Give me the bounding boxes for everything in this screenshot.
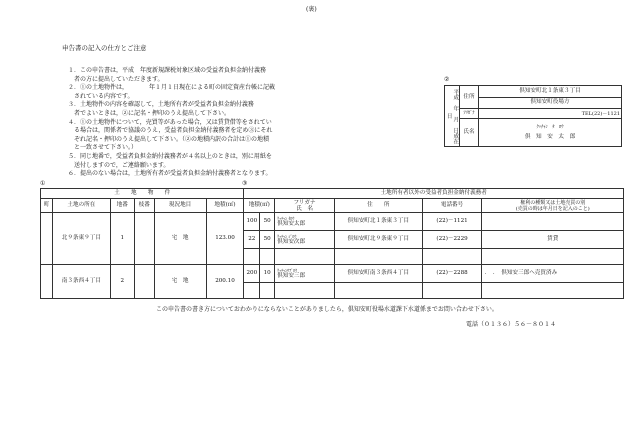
page-marker: (裏): [306, 6, 317, 13]
address-label: 住所: [460, 86, 479, 109]
split-area-whole: [244, 283, 260, 299]
taxpayer-address: 倶知安町南３条西４丁目: [334, 265, 422, 283]
taxpayer-furigana: ｸｯﾁｬﾝ ｼﾞﾛｳ: [277, 233, 297, 239]
notes-list: [68, 67, 353, 179]
col-area: 地積(㎡): [206, 199, 244, 213]
land-area: 200.10: [206, 265, 244, 299]
land-branch: [134, 265, 154, 299]
land-header: 土 地 物 件: [41, 189, 244, 199]
split-area-decimal: 10: [260, 265, 275, 283]
col-phone: 電話番号: [422, 199, 482, 213]
footer-phone: 電話（０１３６）５６－８０１４: [466, 321, 557, 328]
split-area-decimal: 50: [260, 213, 275, 231]
taxpayer-phone: [422, 283, 482, 299]
land-lot: 2: [110, 265, 134, 299]
taxpayer-right: 賃貸: [482, 231, 624, 249]
col-location: 土地の所在: [52, 199, 110, 213]
note-item: ３．土地物件の内容を確認して，土地所有者が受益者負担金納付義務 者でよいときは，②に記名・押印のうえ提出して下さい。: [68, 101, 254, 117]
owner-section-marker: ②: [444, 76, 450, 83]
footer-message: この申告書の書き方についておわかりにならないことがありましたら，倶知安町役場水道課下水道係までお問い合わせ下さい。: [156, 306, 498, 313]
taxpayer-furigana: ｸｯﾁｬﾝｻﾌﾞﾛｳ: [277, 267, 298, 273]
owner-declaration-table: [444, 85, 622, 147]
owner-furigana: ｸｯﾁｬﾝ ﾀ ﾛｳ: [536, 125, 564, 131]
split-area-decimal: 50: [260, 231, 275, 249]
note-item: ２．①の土地物件は， 年１月１日現在による町の固定資産台帳に記載 されている内容です。: [68, 84, 276, 100]
land-section-marker: ①: [40, 180, 46, 187]
note-item: ５．同じ地番で，受益者負担金納付義務者が４名以上のときは，別に用紙を 送付しますので，ご連絡願います。: [68, 152, 272, 169]
owner-address: 倶知安町北１条東３丁目: [479, 86, 622, 98]
col-branch: 枝番: [134, 199, 154, 213]
notes-title: 申告書の記入の仕方とご注意: [62, 44, 147, 52]
taxpayer-address: 倶知安町北９条東９丁目: [334, 231, 422, 249]
split-area-whole: 22: [244, 231, 260, 249]
owner-name: 倶 知 安 太 郎: [524, 133, 576, 140]
owner-company: 倶知安町役場方: [479, 97, 622, 109]
taxpayer-name: 倶知安次郎: [277, 238, 306, 245]
taxpayer-right: [482, 283, 624, 299]
taxpayer-phone: (22)－2229: [422, 231, 482, 249]
col-right-type: 権利の種類又は土地売買の別 (売買の時は年月日を記入のこと): [482, 199, 624, 213]
land-category: 宅 地: [154, 265, 206, 299]
col-lot: 地番: [110, 199, 134, 213]
split-area-decimal: [260, 283, 275, 299]
land-area: 123.00: [206, 213, 244, 265]
taxpayer-phone: (22)－2288: [422, 265, 482, 283]
taxpayer-phone: (22)－1121: [422, 213, 482, 231]
col-address: 住 所: [334, 199, 422, 213]
taxpayer-address: 倶知安町北１条東３丁目: [334, 213, 422, 231]
taxpayer-right: ． ． 倶知安三郎へ売買済み: [482, 265, 624, 283]
col-category: 現況地目: [154, 199, 206, 213]
taxpayer-right: [482, 213, 624, 231]
taxpayer-name: 倶知安太郎: [277, 220, 306, 227]
taxpayer-name: 倶知安三郎: [277, 272, 306, 279]
land-branch: [134, 213, 154, 265]
note-item: ４．①の土地物件について，売買等があった場合，又は賃貸借等をされてい る場合は，関係者で協議のうえ，受益者負担金納付義務者を定め③にそれ ぞれ記名・押印のうえ提出して下さい。（②の地積内訳の合計は①の地積 と一致させて下さい。）: [68, 118, 273, 152]
furigana-label: ﾌﾘｶﾞﾅ: [460, 109, 479, 119]
owner-tel: TEL(22)－1121: [479, 109, 622, 119]
taxpayer-name: [275, 283, 335, 299]
taxpayer-header: 土地所有者以外の受益者負担金納付義務者: [244, 189, 624, 199]
note-item: １．この申告書は，平成 年度新規課税対象区域の受益者負担金納付義務 者の方に提出していただきます。: [68, 67, 267, 83]
taxpayer-address: [334, 283, 422, 299]
taxpayer-furigana: ｸｯﾁｬﾝ ﾀﾛｳ: [277, 215, 295, 221]
land-location: 北９条東９丁目: [52, 213, 110, 265]
land-category: 宅 地: [154, 213, 206, 265]
split-area-whole: 200: [244, 265, 260, 283]
owner-date-label: 平成 年 月 日成在 日: [445, 88, 459, 149]
name-label: 氏名: [460, 119, 479, 147]
land-lot: 1: [110, 213, 134, 265]
taxpayer-section-marker: ③: [242, 180, 248, 187]
note-item: ６．提出のない場合は，土地所有者が受益者負担金納付義務者となります。: [68, 170, 272, 178]
split-area-whole: 100: [244, 213, 260, 231]
col-furigana-name: フリガナ 氏 名: [275, 199, 335, 213]
col-area-split: 地積(㎡): [244, 199, 275, 213]
land-location: 南３条西４丁目: [52, 265, 110, 299]
land-taxpayer-table: [40, 188, 624, 299]
col-town: 町: [41, 199, 53, 213]
